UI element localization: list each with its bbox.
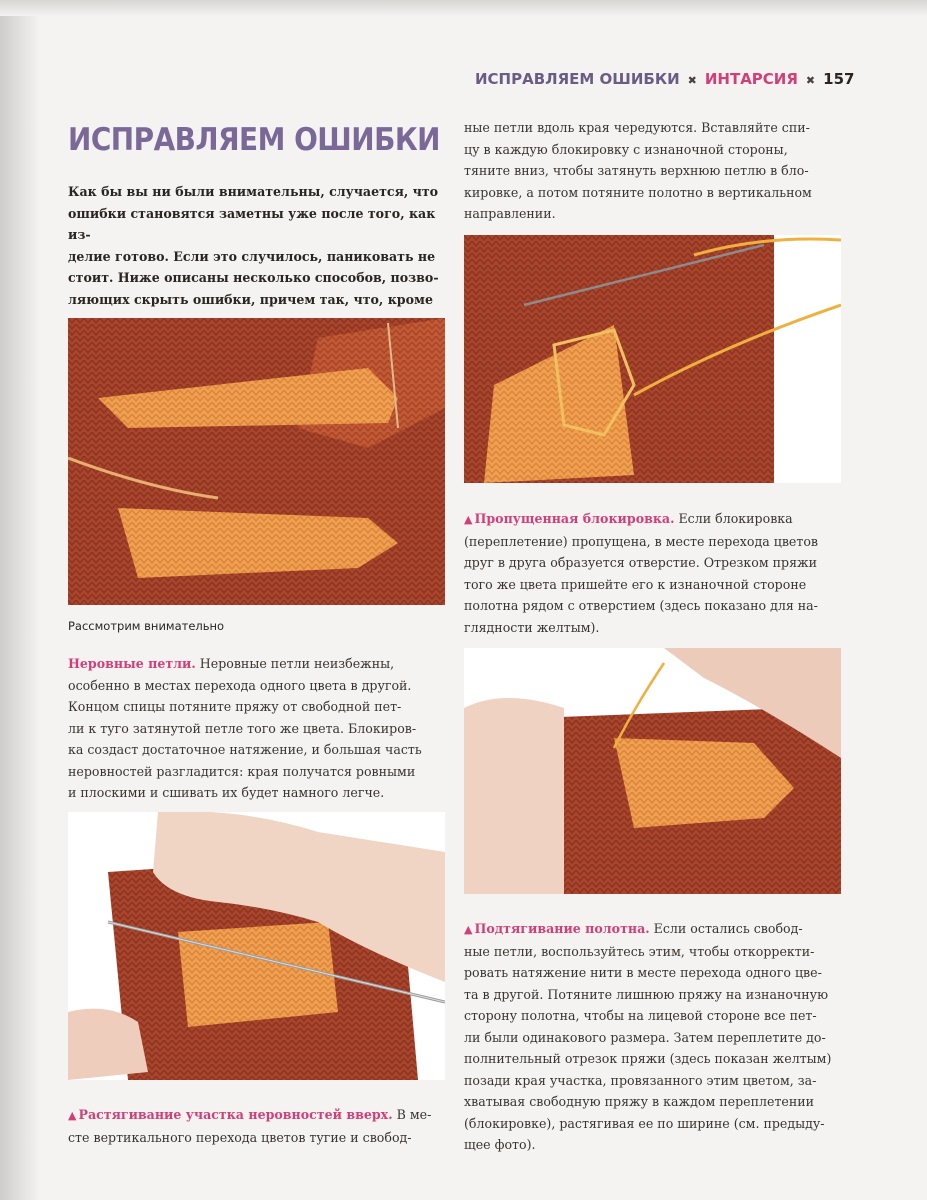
running-header [475,70,855,92]
stretch-up-paragraph [68,1104,448,1148]
triangle-bullet-icon: ▲ [68,1109,77,1122]
photo-missed-weave [464,235,841,483]
page-number: 157 [823,70,855,88]
continued-paragraph [464,117,849,225]
tightening-heading: Подтягивание полотна. [474,921,650,936]
missed-weave-text: Если блокировка (переплетение) пропущена, в месте перехода цветов друг в друга образуется отверстие. Отрезком пряжи того же цвета пришейте его к изнаночной стороне полотна рядом с отверстием (здесь показано для на- глядности желтым). [464,511,819,635]
tightening-text: Если остались свобод- ные петли, воспользуйтесь этим, чтобы откорректи- ровать натяжение нити в месте перехода одного цве- та в другой. Потяните лишнюю пряжу на изнаночную сторону полотна, чтобы на лицевой стороне все пет- ли были одинакового размера. Затем переплетите до- полнительный отрезок пряжи (здесь показан желтым) позади края участка, провязанного этим цветом, за- хватывая свободную пряжу в каждом переплетении (блокировке), растягивая ее по ширине (см. предыду- щее фото). [464,921,832,1152]
photo-tightening-fabric [464,648,841,894]
uneven-stitches-heading: Неровные петли. [68,656,196,671]
triangle-bullet-icon: ▲ [464,513,473,526]
stretch-up-text: В ме- сте вертикального перехода цветов тугие и свобод- [68,1107,432,1145]
header-separator-icon: ✖ [687,74,697,87]
photo-stretching-with-needle [68,812,445,1080]
page-title: ИСПРАВЛЯЕМ ОШИБКИ [68,122,440,158]
page-binding-shadow [0,0,40,1200]
header-topic: ИНТАРСИЯ [704,70,798,88]
stretch-up-heading: Растягивание участка неровностей вверх. [78,1107,393,1122]
page-top-shadow [0,0,927,16]
uneven-stitches-text: Неровные петли неизбежны, особенно в местах перехода одного цвета в другой. Концом спицы потяните пряжу от свободной пет- ли к туго затянутой петле того же цвета. Блокиров- ка создаст достаточное натяжение, и большая часть неровностей разгладится: края получатся ровными и плоскими и сшивать их будет намного легче. [68,656,422,800]
photo-caption: Рассмотрим внимательно [68,619,225,633]
tightening-paragraph [464,918,849,1156]
intro-paragraph: Как бы вы ни были внимательны, случается, что ошибки становятся заметны уже после того, как из- делие готово. Если это случилось, паниковать не стоит. Ниже описаны несколько способов, позво- ляющих скрыть ошибки, причем так, что, кроме [68,184,439,307]
continued-text: ные петли вдоль края чередуются. Вставляйте спи- цу в каждую блокировку с изнаночной стороны, тяните вниз, чтобы затянуть верхнюю петлю в бло- кировке, а потом потяните полотно в вертикальном направлении. [464,120,812,221]
missed-weave-paragraph [464,508,849,638]
header-section: ИСПРАВЛЯЕМ ОШИБКИ [475,70,680,88]
triangle-bullet-icon: ▲ [464,923,473,936]
uneven-stitches-paragraph [68,653,448,804]
missed-weave-heading: Пропущенная блокировка. [474,511,675,526]
header-separator-icon: ✖ [805,74,816,87]
photo-knitting-closeup [68,318,445,605]
